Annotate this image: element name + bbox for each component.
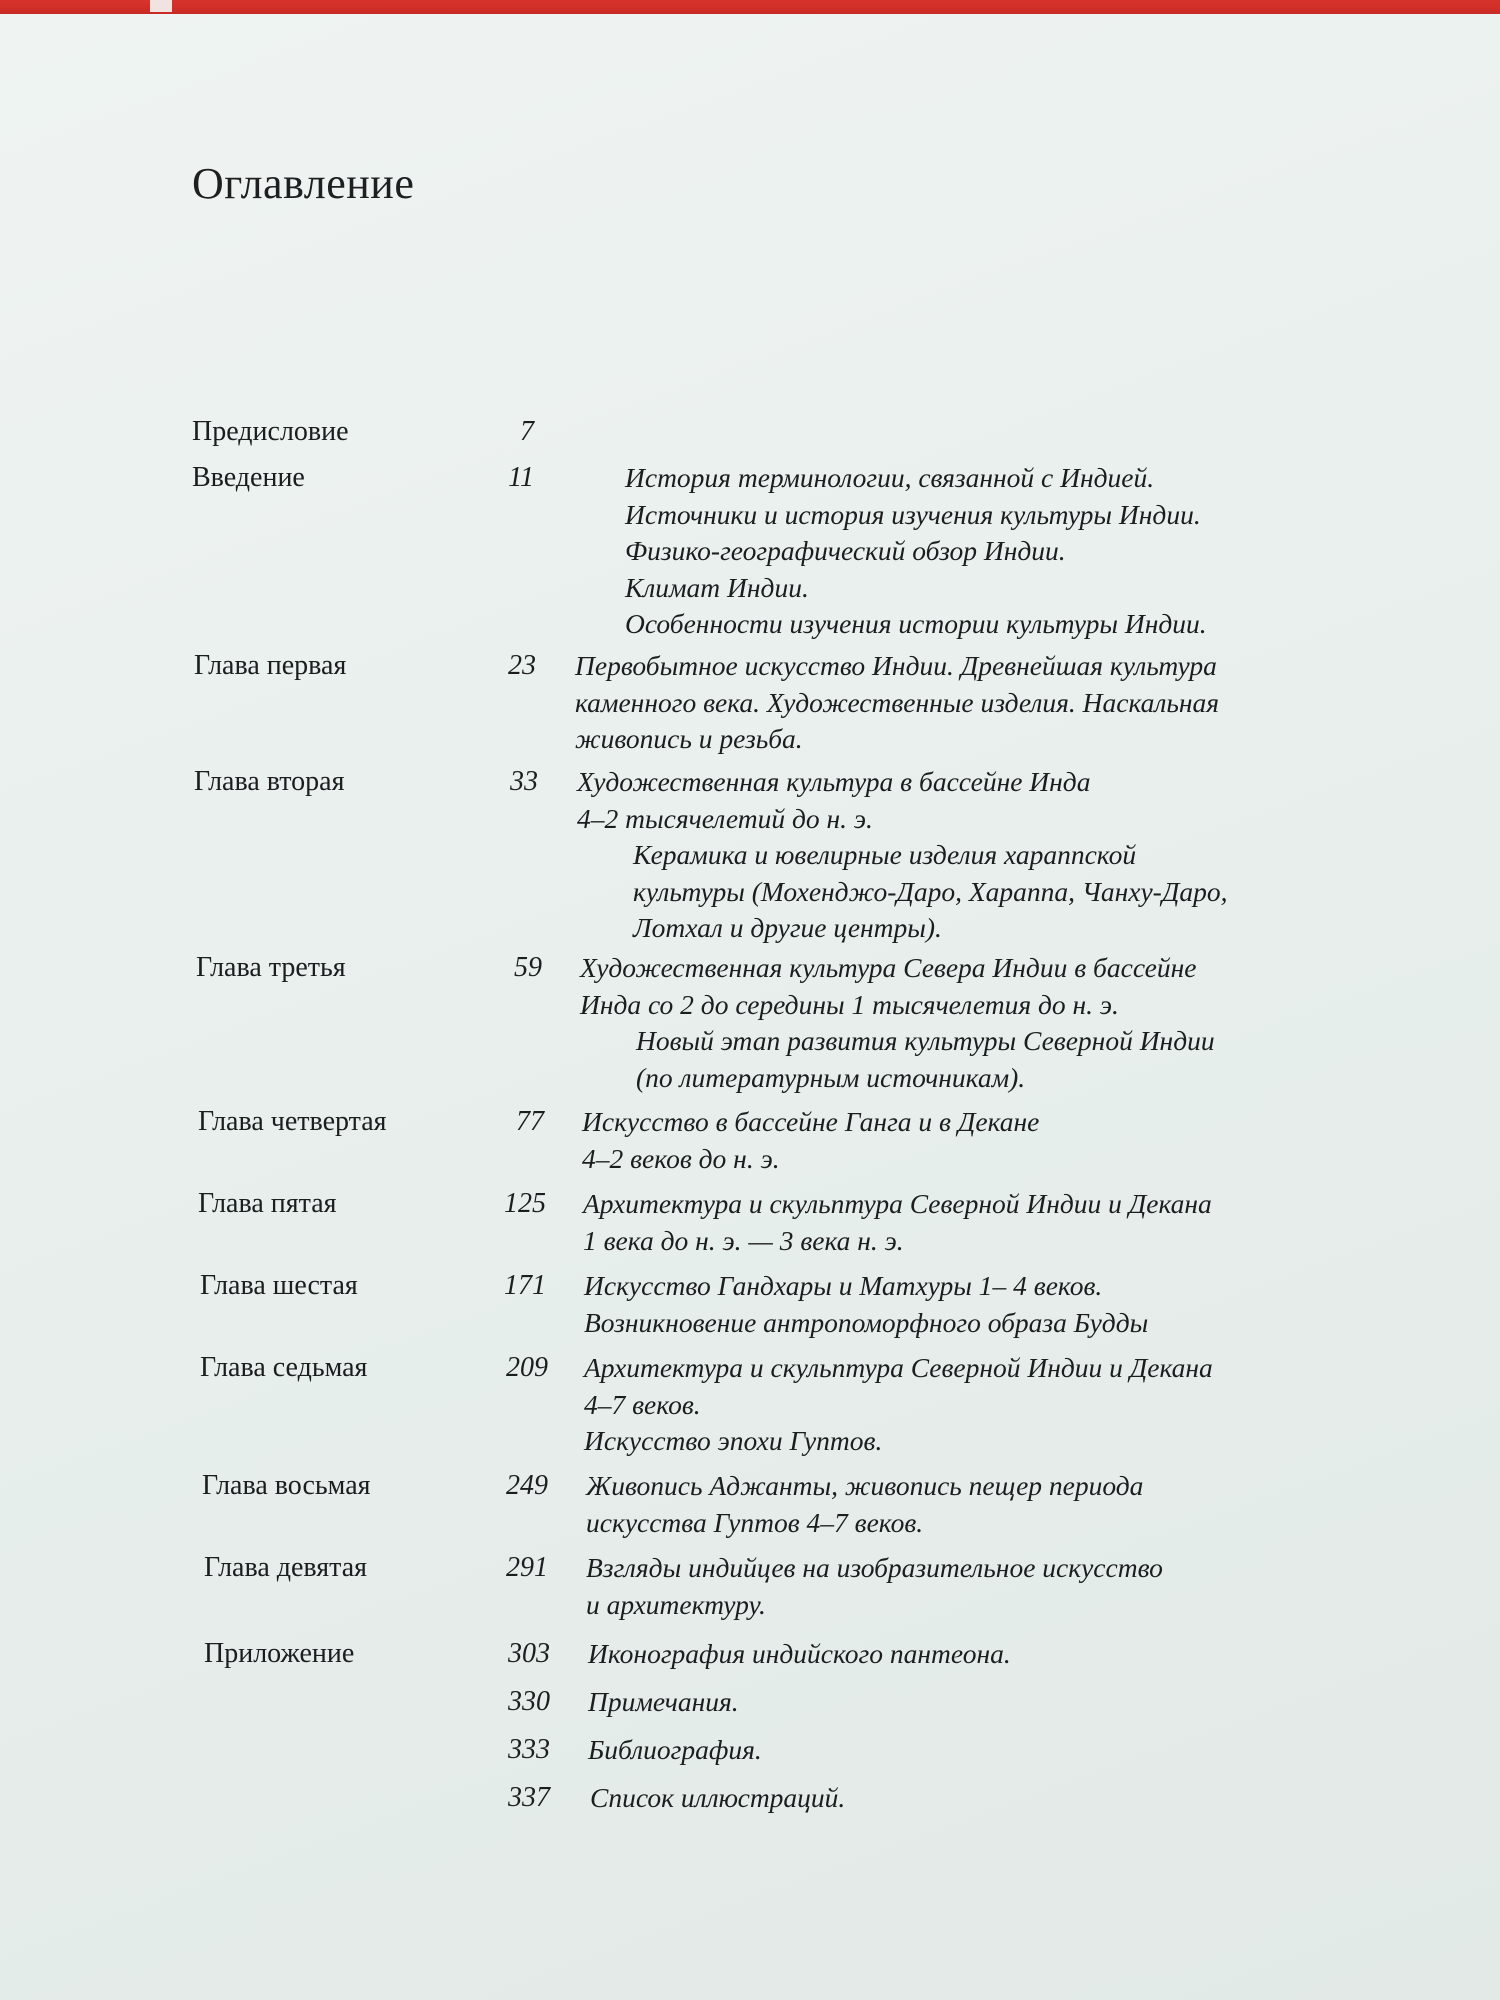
description-line: Список иллюстраций.	[590, 1782, 846, 1813]
description-line: Керамика и ювелирные изделия хараппской	[633, 839, 1137, 870]
page-title: Оглавление	[192, 159, 415, 208]
entry-description	[584, 1350, 1213, 1460]
entry-description	[580, 950, 1215, 1096]
description-line: Физико-географический обзор Индии.	[625, 535, 1066, 566]
description-line: Живопись Аджанты, живопись пещер периода	[586, 1470, 1144, 1501]
entry-page: 249	[506, 1470, 548, 1501]
description-line: культуры (Мохенджо-Даро, Хараппа, Чанху-Даро,	[633, 875, 1228, 907]
description-line: Искусство Гандхары и Матхуры 1– 4 веков.	[584, 1270, 1103, 1301]
entry-label: Глава девятая	[204, 1552, 368, 1583]
entry-description	[625, 460, 1207, 643]
entry-description	[588, 1636, 1011, 1673]
entry-label: Глава первая	[194, 650, 347, 681]
description-line: Возникновение антропоморфного образа Будды	[584, 1306, 1149, 1338]
description-line: Архитектура и скульптура Северной Индии и Декана	[584, 1352, 1213, 1383]
entry-page: 209	[506, 1352, 548, 1383]
description-line: Иконография индийского пантеона.	[588, 1638, 1011, 1669]
description-line: Первобытное искусство Индии. Древнейшая культура	[575, 650, 1217, 681]
description-line: Искусство в бассейне Ганга и в Декане	[582, 1106, 1040, 1137]
entry-page: 7	[520, 416, 534, 447]
description-line: 4–2 веков до н. э.	[582, 1142, 780, 1174]
description-line: История терминологии, связанной с Индией.	[625, 462, 1155, 493]
description-line: 4–2 тысячелетий до н. э.	[577, 802, 873, 834]
entry-page: 330	[508, 1686, 550, 1717]
entry-page: 333	[508, 1734, 550, 1765]
entry-label: Глава вторая	[194, 766, 345, 797]
entry-description	[586, 1550, 1163, 1623]
entry-description	[590, 1780, 845, 1817]
description-line: Художественная культура Севера Индии в бассейне	[580, 952, 1197, 983]
description-line: Искусство эпохи Гуптов.	[584, 1425, 883, 1456]
description-line: 1 века до н. э. — 3 века н. э.	[583, 1224, 904, 1256]
description-line: 4–7 веков.	[584, 1388, 701, 1420]
entry-description	[575, 648, 1219, 758]
entry-label: Глава третья	[196, 952, 346, 983]
entry-label: Глава пятая	[198, 1188, 337, 1219]
entry-page: 59	[514, 952, 542, 983]
entry-label: Предисловие	[192, 416, 349, 447]
description-line: Библиография.	[588, 1734, 762, 1765]
entry-description	[584, 1268, 1148, 1341]
entry-description	[588, 1684, 739, 1721]
entry-description	[586, 1468, 1143, 1541]
entry-label: Введение	[192, 462, 305, 493]
entry-label: Приложение	[204, 1638, 355, 1669]
entry-page: 171	[504, 1270, 546, 1301]
entry-description	[588, 1732, 762, 1769]
description-line: Архитектура и скульптура Северной Индии и Декана	[583, 1188, 1212, 1219]
description-line: Инда со 2 до середины 1 тысячелетия до н. э.	[580, 988, 1119, 1020]
entry-page: 77	[516, 1106, 544, 1137]
entry-description	[582, 1104, 1039, 1177]
description-line: и архитектуру.	[586, 1588, 766, 1620]
entry-page: 337	[508, 1782, 550, 1813]
description-line: (по литературным источникам).	[636, 1061, 1026, 1093]
description-line: каменного века. Художественные изделия. Наскальная	[575, 686, 1220, 718]
description-line: Особенности изучения истории культуры Индии.	[625, 608, 1207, 639]
description-line: Лотхал и другие центры).	[633, 912, 942, 943]
entry-page: 125	[504, 1188, 546, 1219]
entry-label: Глава восьмая	[202, 1470, 371, 1501]
description-line: искусства Гуптов 4–7 веков.	[586, 1506, 924, 1538]
description-line: Взгляды индийцев на изобразительное искусство	[586, 1552, 1163, 1583]
entry-page: 291	[506, 1552, 548, 1583]
entry-label: Глава шестая	[200, 1270, 358, 1301]
description-line: Художественная культура в бассейне Инда	[577, 766, 1091, 797]
description-line: Примечания.	[588, 1686, 739, 1717]
entry-label: Глава четвертая	[198, 1106, 387, 1137]
entry-page: 23	[508, 650, 536, 681]
description-line: Источники и история изучения культуры Индии.	[625, 498, 1201, 530]
entry-page: 33	[510, 766, 538, 797]
entry-page: 303	[508, 1638, 550, 1669]
description-line: Новый этап развития культуры Северной Индии	[636, 1025, 1215, 1056]
description-line: живопись и резьба.	[575, 723, 803, 754]
description-line: Климат Индии.	[625, 571, 809, 603]
entry-page: 11	[508, 462, 534, 493]
entry-label: Глава седьмая	[200, 1352, 368, 1383]
entry-description	[583, 1186, 1212, 1259]
entry-description	[577, 764, 1227, 947]
